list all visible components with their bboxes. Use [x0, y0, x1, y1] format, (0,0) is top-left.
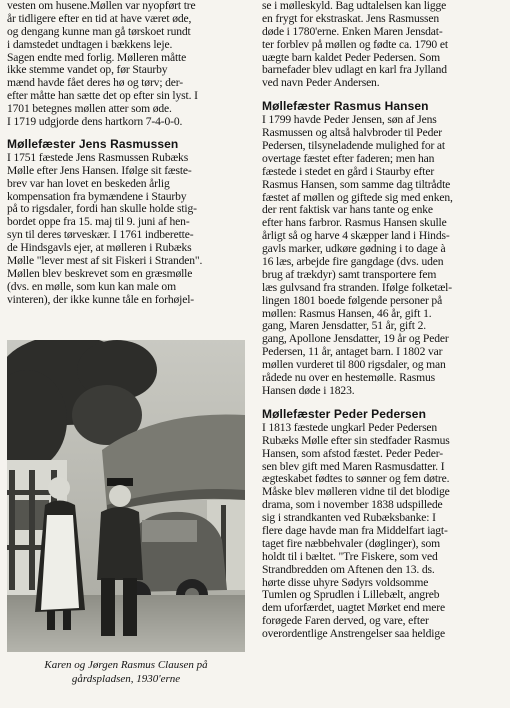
text-line: de Hindsgavls ejer, at mølleren i Rubæks — [7, 242, 192, 255]
section-heading-peder-pedersen: Møllefæster Peder Pedersen — [262, 406, 426, 421]
text-line: se i mølleskyld. Bag udtalelsen kan ligge — [262, 0, 447, 12]
text-line: gang, Apollone Jensdatter, 19 år og Peder — [262, 333, 449, 346]
text-line: Mølle efter Jens Hansen. Ifølge sit fæste- — [7, 164, 192, 177]
text-line: døde i 1780'erne. Enken Maren Jensdat- — [262, 25, 443, 38]
photo-caption — [7, 658, 245, 686]
text-line: overtage fæstet efter faderen; men han — [262, 152, 435, 165]
peder-pedersen-paragraph — [262, 422, 505, 641]
section-heading-jens-rasmussen: Møllefæster Jens Rasmussen — [7, 136, 179, 151]
text-line: lingen 1801 boede følgende personer på — [262, 294, 443, 307]
text-line: kompensation fra bymændene i Staurby — [7, 190, 187, 203]
text-line: ved navn Peder Andersen. — [262, 77, 380, 90]
text-line: der rent faktisk var hans tante og enke — [262, 204, 433, 217]
text-line: efter måtte han sætte det op efter sin lyst. I — [7, 90, 198, 103]
text-line: overordentlige Anstrengelser saa heldige — [262, 628, 445, 641]
photo-illustration — [7, 340, 245, 652]
text-line: i damstedet undtagen i bækkens leje. — [7, 38, 173, 51]
text-line: 1701 betegnes møllen atter som øde. — [7, 103, 172, 116]
text-line: vesten om husene.Møllen var nyopført tre — [7, 0, 196, 12]
text-line: årligt så og harve 4 skæpper land i Hinds- — [262, 230, 450, 243]
text-line: mænd havde fået deres hø og tørv; der- — [7, 77, 183, 90]
text-line: en frygt for ekstraskat. Jens Rasmussen — [262, 12, 440, 25]
text-line: rådede nu over en hestemølle. Rasmus — [262, 372, 435, 385]
text-line: Hansen døde i 1823. — [262, 384, 355, 397]
text-line: sen blev gift med Maren Rasmusdatter. I — [262, 460, 445, 473]
text-line: gavls marker, udkøre gødning i to dage à — [262, 243, 446, 256]
caption-line: Karen og Jørgen Rasmus Clausen på — [44, 659, 208, 671]
text-line: Hansen, som afstod fæstet. Peder Peder- — [262, 447, 443, 460]
caption-line: gårdspladsen, 1930'erne — [71, 673, 181, 685]
text-line: Rasmus Hansen, som samme dag tiltrådte — [262, 178, 451, 191]
text-line: bordet oppe fra 15. maj til 9. juni af hen- — [7, 216, 190, 229]
text-line: uægte barn kaldet Peder Pedersen. Som — [262, 51, 440, 64]
text-line: ter forblev på møllen og fødte ca. 1790 et — [262, 38, 448, 51]
text-line: Pedersen, tilsyneladende mulighed for at — [262, 140, 445, 153]
right-column — [262, 0, 505, 641]
text-line: I 1751 fæstede Jens Rasmussen Rubæks — [7, 151, 189, 164]
text-line: fæstet af møllen og giftede sig med enken, — [262, 191, 453, 204]
text-line: og dengang kunne man gå tørskoet rundt — [7, 25, 191, 38]
text-line: taget fire næbbehvaler (døglinger), som — [262, 537, 440, 550]
text-line: barnefader blev udlagt en karl fra Jylland — [262, 64, 447, 77]
text-line: læs gulvsand fra stranden. Ifølge folketæl- — [262, 281, 452, 294]
text-line: vinteren), der ikke kunne tåle en forhøjel- — [7, 293, 195, 306]
text-line: møllen: Rasmus Hansen, 46 år, gift 1. — [262, 307, 432, 320]
text-line: syn til deres tørveskær. I 1761 indberette- — [7, 229, 194, 242]
text-line: Sagen endte med forlig. Mølleren måtte — [7, 51, 187, 64]
text-line: Strandbredden om Aftenen den 13. ds. — [262, 563, 435, 576]
text-line: holdt til i bæltet. "Tre Fiskere, som ved — [262, 550, 438, 563]
intro-paragraph — [7, 0, 247, 129]
historical-photo — [7, 340, 245, 652]
text-line: I 1813 fæstede ungkarl Peder Pedersen — [262, 421, 438, 434]
text-line: sig i strandkanten ved Rubæksbanke: I — [262, 512, 436, 525]
text-line: forøgede Faren derved, og vare, efter — [262, 615, 429, 628]
text-line: drama, som i november 1838 udspillede — [262, 499, 443, 512]
text-line: Tumlen og Sprudlen i Lillebælt, angreb — [262, 589, 440, 602]
text-line: brev var han lovet en beskeden årlig — [7, 177, 170, 190]
text-line: I 1719 udgjorde dens hartkorn 7-4-0-0. — [7, 116, 183, 129]
text-line: Rasmussen og altså halvbroder til Peder — [262, 127, 442, 140]
jens-rasmussen-paragraph — [7, 152, 247, 307]
text-line: efter hans farbror. Rasmus Hansen skulle — [262, 217, 447, 230]
text-line: ægteskabet fødtes to sønner og fem døtre. — [262, 473, 450, 486]
text-line: Måske blev mølleren vidne til det blodige — [262, 486, 450, 499]
text-line: Rubæks Mølle efter sin stedfader Rasmus — [262, 434, 450, 447]
text-line: I 1799 havde Peder Jensen, søn af Jens — [262, 114, 437, 127]
text-line: 16 læs, arbejde fire gangdage (dvs. uden — [262, 256, 444, 269]
text-line: år tidligere efter en tid at have været øde, — [7, 12, 192, 25]
text-line: Pedersen, 11 år, antaget barn. I 1802 var — [262, 346, 443, 359]
text-line: flere dage havde man fra Middelfart iagt- — [262, 524, 448, 537]
text-line: ikke stemme vandet op, før Staurby — [7, 64, 168, 77]
continuation-paragraph — [262, 0, 505, 90]
text-line: gang, Maren Jensdatter, 51 år, gift 2. — [262, 320, 427, 333]
text-line: Møllen blev beskrevet som en græsmølle — [7, 267, 193, 280]
text-line: Mølle "lever mest af sit Fiskeri i Stranden". — [7, 255, 203, 268]
text-line: dem uforfærdet, uagtet Mørket end mere — [262, 602, 445, 615]
text-line: fæstede i stedet en gård i Staurby efter — [262, 165, 435, 178]
rasmus-hansen-paragraph — [262, 114, 505, 398]
left-column — [7, 0, 247, 307]
section-heading-rasmus-hansen: Møllefæster Rasmus Hansen — [262, 99, 429, 114]
text-line: på to rigsdaler, fordi han skulle holde stig- — [7, 203, 197, 216]
text-line: (dvs. en mølle, som kun kan male om — [7, 280, 176, 293]
text-line: hørte disse uhyre Sødyrs voldsomme — [262, 576, 429, 589]
text-line: brug af trækdyr) samt transportere fem — [262, 268, 437, 281]
text-line: møllen vurderet til 800 rigsdaler, og man — [262, 359, 446, 372]
